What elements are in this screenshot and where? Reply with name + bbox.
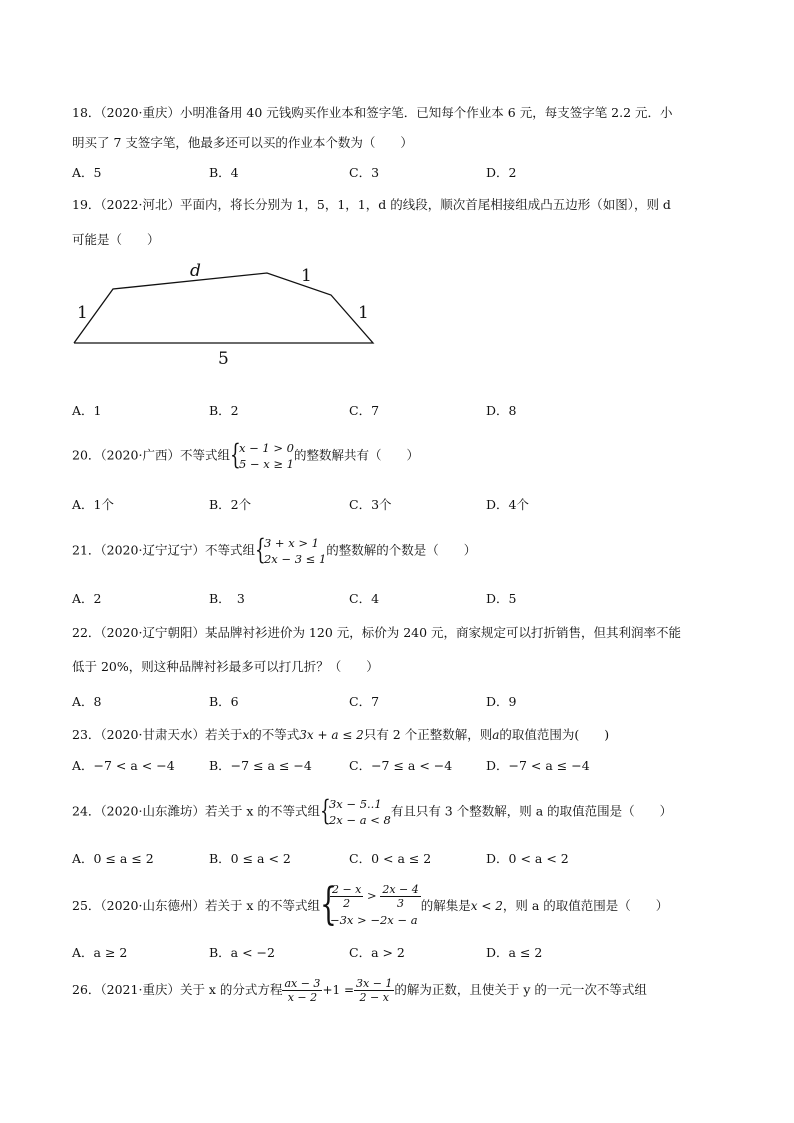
q18-stem-line1: 18．（2020·重庆）小明准备用 40 元钱购买作业本和签字笔．已知每个作业本 6 元，每支签字笔 2.2 元．小 (72, 105, 673, 120)
q24-option-d: D．0 < a < 2 (486, 851, 569, 866)
q26-stem (72, 972, 647, 1008)
q23-stem (72, 726, 609, 744)
q23-expression: 3x + a ≤ 2 (299, 728, 364, 742)
q24-ineq-row2: 2x − a < 8 (328, 813, 391, 827)
q25-frac1-numerator: 2 − x (331, 883, 362, 896)
q21-option-b: B． 3 (209, 591, 245, 606)
q25-option-b: B．a < −2 (209, 945, 275, 960)
q24-stem (72, 796, 672, 828)
q25-suffix-b: ，则 a 的取值范围是（ ） (502, 898, 669, 913)
q19-option-d: D．8 (486, 403, 517, 418)
q24-option-a: A．0 ≤ a ≤ 2 (72, 851, 154, 866)
q26-f2-denominator: 2 − x (359, 991, 389, 1004)
q22-option-a: A．8 (72, 694, 102, 709)
q23-options (72, 757, 732, 775)
q18-options (72, 164, 732, 182)
q20-inequality-system: { x − 1 > 0 5 − x ≥ 1 (229, 438, 294, 471)
q20-option-c: C．3个 (349, 497, 392, 512)
pentagon-label-top-right: 1 (301, 266, 312, 286)
q24-option-c: C．0 < a ≤ 2 (349, 851, 432, 866)
q25-frac2-numerator: 2x − 4 (382, 883, 419, 896)
q21-suffix: 的整数解的个数是（ ） (326, 542, 477, 558)
q19-option-a: A．1 (72, 403, 102, 418)
q26-f1-denominator: x − 2 (287, 991, 318, 1004)
q19-options (72, 402, 732, 420)
q23-text-d: 的取值范围为( ) (499, 727, 610, 742)
q26-fraction-right (354, 977, 394, 1004)
q20-ineq-row1: x − 1 > 0 (238, 441, 294, 455)
q22-stem-line2: 低于 20%，则这种品牌衬衫最多可以打几折？（ ） (72, 659, 379, 674)
q21-ineq-row1: 3 + x > 1 (263, 536, 319, 550)
q22-option-d: D．9 (486, 694, 517, 709)
q25-ineq-row2: −3x > −2x − a (329, 913, 418, 927)
q24-ineq-row1: 3x − 5..1 (328, 797, 382, 811)
q26-f1-numerator: ax − 3 (284, 977, 321, 990)
q23-option-a: A．−7 < a < −4 (72, 758, 175, 773)
q22-option-c: C．7 (349, 694, 380, 709)
q21-inequality-system: { 3 + x > 1 2x − 3 ≤ 1 (254, 533, 327, 566)
q19-option-b: B．2 (209, 403, 239, 418)
q20-option-b: B．2个 (209, 497, 252, 512)
q25-option-c: C．a > 2 (349, 945, 405, 960)
q25-gt-sign: > (367, 888, 377, 903)
q23-text-a: 23．（2020·甘肃天水）若关于 (72, 727, 243, 742)
q21-options (72, 590, 732, 608)
q23-var-x: x (242, 728, 250, 742)
q20-stem (72, 440, 419, 472)
q20-prefix: 20．（2020·广西）不等式组 (72, 447, 230, 463)
pentagon-figure (60, 250, 390, 375)
q18-option-d: D．2 (486, 165, 517, 180)
q25-options (72, 944, 732, 962)
pentagon-label-right: 1 (358, 303, 369, 323)
q19-stem-line1: 19．（2022·河北）平面内，将长分别为 1，5，1，1，d 的线段，顺次首尾相接组成凸五边形（如图），则 d (72, 197, 671, 212)
q23-text-b: 的不等式 (249, 727, 300, 742)
q23-text-c: 只有 2 个正整数解，则 (363, 727, 493, 742)
q23-option-b: B．−7 ≤ a ≤ −4 (209, 758, 312, 773)
q18-option-c: C．3 (349, 165, 380, 180)
q19-option-c: C．7 (349, 403, 380, 418)
q25-condition: x < 2 (470, 899, 503, 913)
q24-inequality-system: { 3x − 5..1 2x − a < 8 (319, 794, 391, 827)
q23-var-a: a (492, 728, 500, 742)
q24-options (72, 850, 732, 868)
q20-suffix: 的整数解共有（ ） (293, 447, 419, 463)
q20-option-d: D．4个 (486, 497, 529, 512)
q26-suffix: 的解为正数，且使关于 y 的一元一次不等式组 (394, 982, 647, 997)
pentagon-outline (74, 273, 373, 343)
q25-prefix: 25．（2020·山东德州）若关于 x 的不等式组 (72, 898, 320, 913)
q22-options (72, 693, 732, 711)
q25-option-d: D．a ≤ 2 (486, 945, 543, 960)
q24-prefix: 24．（2020·山东潍坊）若关于 x 的不等式组 (72, 803, 320, 819)
q25-inequality-system: { $\frac{2 - x}{2}$ > $\frac{2x - 4}{3}$ −3x > −2x − a (319, 879, 419, 930)
q20-options (72, 496, 732, 514)
q18-option-a: A．5 (72, 165, 102, 180)
pentagon-label-d: d (190, 261, 201, 281)
q21-option-a: A．2 (72, 591, 102, 606)
q25-stem (72, 878, 668, 934)
q22-option-b: B．6 (209, 694, 239, 709)
q18-stem-line2: 明买了 7 支签字笔，他最多还可以买的作业本个数为（ ） (72, 135, 413, 150)
q21-stem (72, 535, 476, 567)
q23-option-d: D．−7 < a ≤ −4 (486, 758, 590, 773)
q26-plus-one-equals: +1 = (322, 983, 354, 997)
q25-option-a: A．a ≥ 2 (72, 945, 128, 960)
pentagon-label-left: 1 (77, 303, 88, 323)
q21-option-d: D．5 (486, 591, 517, 606)
q21-prefix: 21．（2020·辽宁辽宁）不等式组 (72, 542, 255, 558)
q20-ineq-row2: 5 − x ≥ 1 (238, 457, 294, 471)
q26-f2-numerator: 3x − 1 (356, 977, 393, 990)
q24-option-b: B．0 ≤ a < 2 (209, 851, 291, 866)
q21-option-c: C．4 (349, 591, 380, 606)
q21-ineq-row2: 2x − 3 ≤ 1 (263, 552, 327, 566)
q18-option-b: B．4 (209, 165, 239, 180)
q20-option-a: A．1个 (72, 497, 114, 512)
q25-frac1-denominator: 2 (343, 897, 351, 910)
q24-suffix: 有且只有 3 个整数解，则 a 的取值范围是（ ） (390, 803, 673, 819)
q26-prefix: 26．（2021·重庆）关于 x 的分式方程 (72, 982, 283, 997)
q25-ineq-row1 (330, 883, 421, 910)
q25-frac2-denominator: 3 (397, 897, 405, 910)
q19-stem-line2: 可能是（ ） (72, 232, 160, 247)
q25-fraction-right (380, 883, 420, 910)
q22-stem-line1: 22．（2020·辽宁朝阳）某品牌衬衫进价为 120 元，标价为 240 元，商家规定可以打折销售，但其利润率不能 (72, 625, 682, 640)
q25-suffix-a: 的解集是 (420, 898, 471, 913)
q26-fraction-left (282, 977, 322, 1004)
q23-option-c: C．−7 ≤ a < −4 (349, 758, 453, 773)
pentagon-label-bottom: 5 (218, 349, 229, 369)
